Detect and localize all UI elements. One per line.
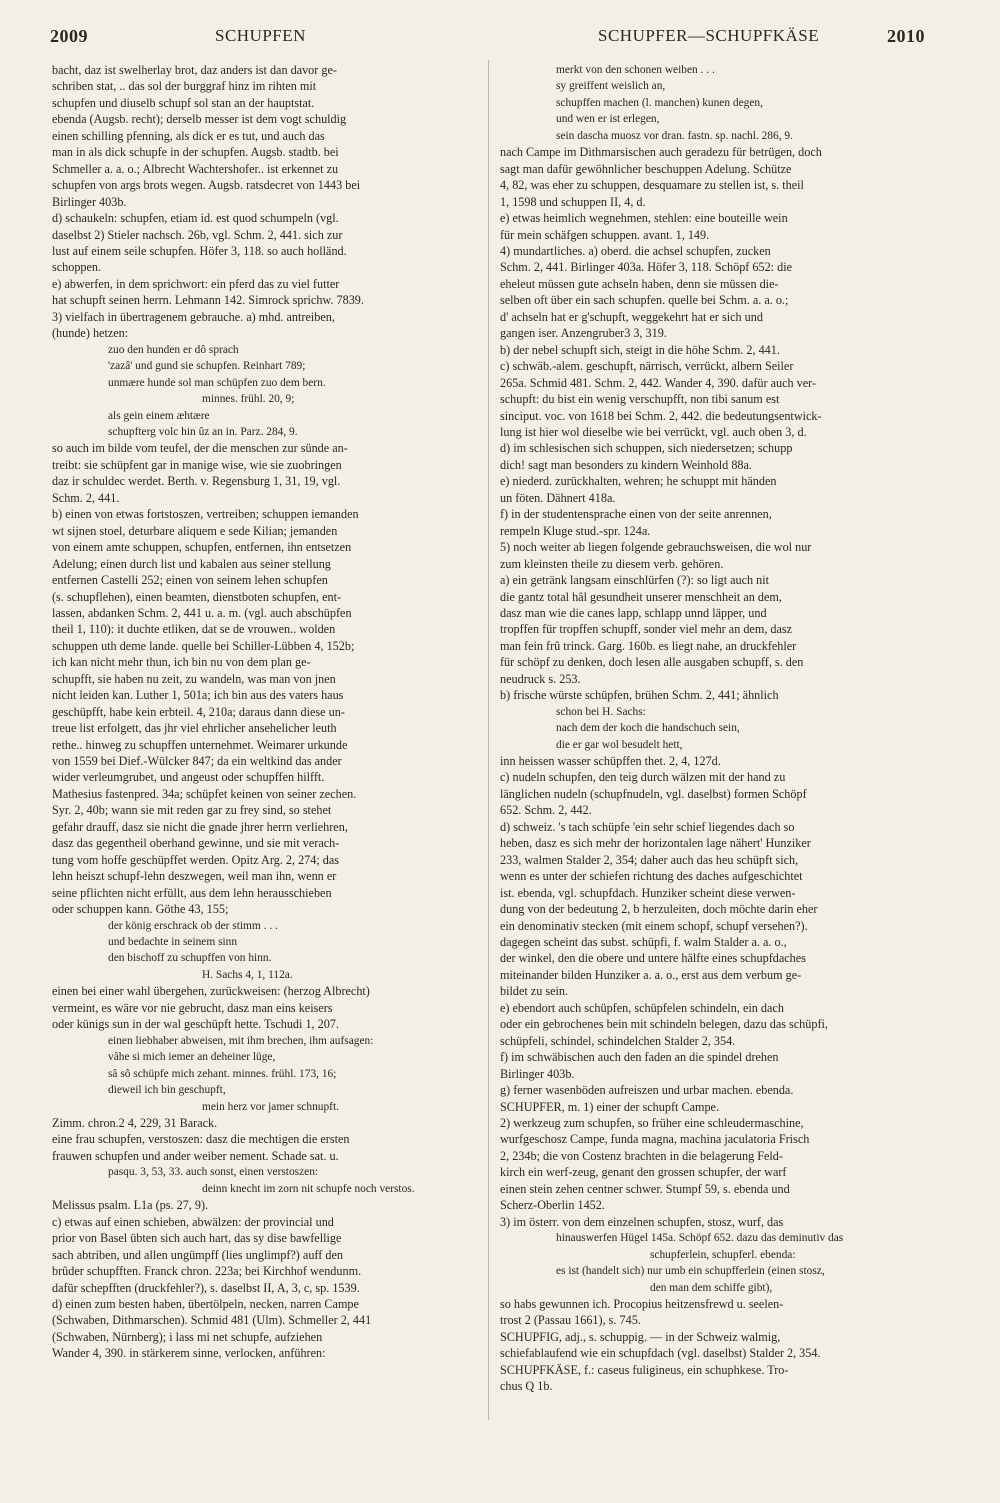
text-line: c) nudeln schupfen, den teig durch wälzen mit der hand zu xyxy=(500,770,786,785)
text-line: schon bei H. Sachs: xyxy=(556,705,646,718)
text-line: c) schwäb.-alem. geschupft, närrisch, verrückt, albern Seiler xyxy=(500,359,794,374)
page-number-left: 2009 xyxy=(50,26,88,46)
text-line: SCHUPFKÄSE, f.: caseus fuligineus, ein schuphkese. Tro- xyxy=(500,1362,789,1377)
text-line: b) der nebel schupft sich, steigt in die höhe Schm. 2, 441. xyxy=(500,342,780,357)
text-line: den man dem schiffe gibt), xyxy=(650,1281,773,1294)
text-line: Melissus psalm. L1a (ps. 27, 9). xyxy=(52,1198,209,1213)
text-line: 3) vielfach in übertragenem gebrauche. a) mhd. antreiben, xyxy=(52,309,335,324)
text-line: Birlinger 403b. xyxy=(52,194,127,209)
text-line: als gein einem æhtære xyxy=(108,409,210,422)
text-line: ist. ebenda, vgl. schupfdach. Hunziker scheint diese verwen- xyxy=(500,885,796,900)
text-line: treue list erfolgett, das jhr viel ehrlicher ansehelicher leuth xyxy=(52,721,337,736)
text-line: eine frau schupfen, verstoszen: dasz die mechtigen die ersten xyxy=(52,1132,350,1147)
text-line: frauwen schupfen und ander weiber nement. Schade sat. u. xyxy=(52,1148,339,1163)
text-line: (s. schupflehen), einen beamten, dienstboten schupfen, ent- xyxy=(52,589,342,604)
text-line: dasz man wie die canes lapp, schlapp unnd läpper, und xyxy=(500,605,767,620)
text-line: schiefablaufend wie ein schupfdach (vgl. daselbst) Stalder 2, 354. xyxy=(500,1346,821,1361)
text-line: e) niederd. zurückhalten, wehren; he schuppt mit händen xyxy=(500,474,777,489)
text-line: gangen iser. Anzengruber3 3, 319. xyxy=(500,326,667,341)
text-line: zuo den hunden er dô sprach xyxy=(108,343,239,356)
text-line: ich kan nicht mehr thun, ich bin nu von dem plan ge- xyxy=(52,655,311,670)
text-line: sâ sô schüpfe mich zehant. minnes. frühl. 173, 16; xyxy=(108,1067,337,1080)
text-line: Schmeller a. a. o.; Albrecht Wachtershofer.. ist erkennet zu xyxy=(52,161,339,176)
text-line: schupffen machen (l. manchen) kunen degen, xyxy=(556,96,763,109)
text-line: inn heissen wasser schüpffen thet. 2, 4, 127d. xyxy=(500,754,721,769)
text-line: schupfterg volc hin ûz an in. Parz. 284, 9. xyxy=(108,425,298,438)
text-line: und wen er ist erlegen, xyxy=(556,113,660,126)
text-line: 4) mundartliches. a) oberd. die achsel schupfen, zucken xyxy=(500,243,771,258)
text-line: länglichen nudeln (schupfnudeln, vgl. daselbst) formen Schöpf xyxy=(500,786,807,801)
text-line: hinauswerfen Hügel 145a. Schöpf 652. dazu das deminutiv das xyxy=(556,1232,844,1245)
text-line: schupfen von args brots wegen. Augsb. ratsdecret von 1443 bei xyxy=(52,178,361,193)
page-header xyxy=(50,26,925,52)
text-line: wider verleumgrubet, und angeust oder schupffen hilfft. xyxy=(52,770,325,785)
text-line: entfernen Castelli 252; einen von seinem lehen schupfen xyxy=(52,573,328,588)
text-line: dich! sagt man besonders zu kindern Weinhold 88a. xyxy=(500,457,752,472)
text-line: wt sijnen stoel, deturbare aliquem e sede Kilian; jemanden xyxy=(52,523,338,538)
text-line: bacht, daz ist swelherlay brot, daz anders ist dan davor ge- xyxy=(52,63,337,77)
text-line: d) einen zum besten haben, übertölpeln, necken, narren Campe xyxy=(52,1296,359,1311)
text-line: daselbst 2) Stieler nachsch. 26b, vgl. Schm. 2, 441. sich zur xyxy=(52,227,343,242)
text-line: dieweil ich bin geschupft, xyxy=(108,1084,226,1097)
text-line: (Schwaben, Dithmarschen). Schmid 481 (Ulm). Schmeller 2, 441 xyxy=(52,1313,372,1328)
text-line: Adelung; einen durch list und kabalen aus seiner stellung xyxy=(52,556,331,571)
text-line: wurfgeschosz Campe, funda magna, machina jaculatoria Frisch xyxy=(500,1132,810,1147)
text-line: schupft: du bist ein wenig verschupfft, non tibi sanum est xyxy=(500,392,780,407)
text-line: minnes. frühl. 20, 9; xyxy=(202,393,295,406)
text-line: f) im schwäbischen auch den faden an die spindel drehen xyxy=(500,1050,779,1065)
text-line: den bischoff zu schupffen von hinn. xyxy=(108,952,272,965)
text-line: vermeint, es wäre vor nie gebrucht, dasz man eins keisers xyxy=(52,1000,333,1015)
text-line: 2) werkzeug zum schupfen, so früher eine schleudermaschine, xyxy=(500,1116,804,1130)
text-line: d) schweiz. 's tach schüpfe 'ein sehr schief liegendes dach so xyxy=(500,819,795,834)
text-line: tropffen für tropffen schupff, sonder viel mehr an dem, dasz xyxy=(500,622,793,637)
text-line: a) ein getränk langsam einschlürfen (?): so ligt auch nit xyxy=(500,573,770,588)
text-line: d) schaukeln: schupfen, etiam id. est quod schumpeln (vgl. xyxy=(52,211,339,226)
text-line: seine pflichten nicht erfüllt, aus dem lehn herausschieben xyxy=(52,885,332,900)
text-line: für schöpf zu denken, doch lesen alle ausgaben schupff, s. den xyxy=(500,655,804,670)
text-line: hat schupft seinen herrn. Lehmann 142. Simrock sprichw. 7839. xyxy=(52,293,364,308)
text-line: lung ist hier wol dieselbe wie bei verrückt, vgl. auch oben 3, d. xyxy=(500,424,807,439)
text-line: (Schwaben, Nürnberg); i lass mi net schupfe, aufziehen xyxy=(52,1329,323,1344)
text-line: miteinander bilden Hunziker a. a. o., erst aus dem verbum ge- xyxy=(500,967,802,982)
text-line: lassen, abdanken Schm. 2, 441 u. a. m. (vgl. auch abschüpfen xyxy=(52,605,352,620)
text-line: dagegen scheint das subst. schüpfi, f. walm Stalder a. a. o., xyxy=(500,935,787,950)
text-line: gefahr drauff, dasz sie nicht die gnade jhrer herrn verliehren, xyxy=(52,819,348,834)
text-line: schriben stat, .. das sol der burggraf hinz im rihten mit xyxy=(52,79,317,94)
text-line: von einem amte schuppen, schupfen, entfernen, ihn entsetzen xyxy=(52,540,352,555)
text-line: 4, 82, was eher zu schuppen, desquamare zu stellen ist, s. theil xyxy=(500,178,804,193)
text-line: der könig erschrack ob der stimm . . . xyxy=(108,919,278,932)
text-line: ein denominativ stecken (mit einem schopf, schupf versehen?). xyxy=(500,918,808,933)
text-line: Syr. 2, 40b; wann sie mit reden gar zu frey sind, so stehet xyxy=(52,803,332,818)
column-divider xyxy=(488,60,489,1420)
text-line: pasqu. 3, 53, 33. auch sonst, einen verstoszen: xyxy=(108,1166,319,1179)
text-line: von 1559 bei Dief.-Wülcker 847; da ein weltkind das ander xyxy=(52,754,342,769)
text-line: tung vom hoffe geschüpffet werden. Opitz Arg. 2, 274; das xyxy=(52,852,340,867)
text-line: sinciput. voc. von 1618 bei Schm. 2, 442. die bedeutungsentwick- xyxy=(500,408,822,423)
text-line: brûder schupfften. Franck chron. 223a; bei Kirchhof wendunm. xyxy=(52,1264,362,1279)
text-line: vâhe si mich iemer an deheiner lüge, xyxy=(108,1051,276,1064)
text-line: geschüpfft, habe kein erbteil. 4, 210a; daraus dann diese un- xyxy=(52,704,345,719)
text-line: theil 1, 110): it duchte etliken, dat se de vrouwen.. wolden xyxy=(52,622,336,637)
text-line: heben, dasz es sich mehr der horizontalen lage nähert' Hunziker xyxy=(500,836,811,851)
text-line: treibt: sie schüpfent gar in manige wise, wie sie zuobringen xyxy=(52,457,342,472)
text-line: oder schuppen kann. Göthe 43, 155; xyxy=(52,902,229,917)
text-line: merkt von den schonen weiben . . . xyxy=(556,64,715,76)
text-line: Mathesius fastenpred. 34a; schüpfet keinen von seiner zechen. xyxy=(52,786,357,801)
text-line: nicht leiden kan. Luther 1, 501a; ich bin aus des vaters haus xyxy=(52,688,344,703)
text-line: wenn es unter der schiefen richtung des daches aufgeschichtet xyxy=(500,869,803,884)
text-line: SCHUPFER, m. 1) einer der schupft Campe. xyxy=(500,1099,720,1114)
text-line: schupfft, sie haben nu zeit, zu wandeln, was man von jnen xyxy=(52,671,336,686)
text-line: (hunde) hetzen: xyxy=(52,326,129,341)
text-line: unmære hunde sol man schüpfen zuo dem bern. xyxy=(108,376,326,389)
text-line: sy greiffent weislich an, xyxy=(556,80,666,93)
text-line: für mein schäfgen schuppen. avant. 1, 149. xyxy=(500,227,710,242)
text-line: d) im schlesischen sich schuppen, sich niedersetzen; schupp xyxy=(500,441,793,456)
text-line: SCHUPFIG, adj., s. schuppig. — in der Schweiz walmig, xyxy=(500,1329,781,1344)
text-line: f) in der studentensprache einen von der seite anrennen, xyxy=(500,507,772,522)
text-line: nach dem der koch die handschuch sein, xyxy=(556,722,740,735)
text-line: b) frische würste schüpfen, brühen Schm. 2, 441; ähnlich xyxy=(500,688,779,703)
text-line: bildet zu sein. xyxy=(500,984,569,999)
text-line: die gantz total hâl gesundheit unserer menschheit an dem, xyxy=(500,589,782,604)
text-line: e) etwas heimlich wegnehmen, stehlen: eine bouteille wein xyxy=(500,211,788,226)
text-line: un föten. Dähnert 418a. xyxy=(500,490,616,505)
text-line: eheleut müssen gute achseln haben, denn sie müssen die- xyxy=(500,276,779,291)
text-line: Wander 4, 390. in stärkerem sinne, verlocken, anführen: xyxy=(52,1346,326,1361)
text-line: dasz das gegentheil oberhand gewinne, und sie mit verach- xyxy=(52,836,340,851)
text-line: einen stein zehen centner schwer. Stumpf 59, s. ebenda und xyxy=(500,1181,790,1196)
text-line: mein herz vor jamer schnupft. xyxy=(202,1100,339,1113)
text-line: c) etwas auf einen schieben, abwälzen: der provincial und xyxy=(52,1214,334,1229)
text-line: oder ein gebrochenes bein mit schindeln belegen, dazu das schüpfi, xyxy=(500,1017,828,1032)
text-line: Scherz-Oberlin 1452. xyxy=(500,1198,605,1213)
right-column xyxy=(500,62,926,1395)
text-line: 3) im österr. von dem einzelnen schupfen, stosz, wurf, das xyxy=(500,1214,784,1229)
text-line: Birlinger 403b. xyxy=(500,1066,575,1081)
left-column xyxy=(52,62,478,1362)
text-line: sagt man dafür gewöhnlicher beschuppen Adelung. Schütze xyxy=(500,161,792,176)
text-line: sein dascha muosz vor dran. fastn. sp. nachl. 286, 9. xyxy=(556,129,793,142)
text-line: selben oft über ein sach schupfen. quelle bei Schm. a. a. o.; xyxy=(500,293,789,308)
text-line: ebenda (Augsb. recht); derselb messer ist dem vogt schuldig xyxy=(52,112,347,127)
text-line: trost 2 (Passau 1661), s. 745. xyxy=(500,1313,641,1328)
text-line: 652. Schm. 2, 442. xyxy=(500,803,592,818)
text-line: 5) noch weiter ab liegen folgende gebrauchsweisen, die wol nur xyxy=(500,540,812,555)
text-line: lust auf einem seile schupfen. Höfer 3, 118. so auch holländ. xyxy=(52,243,347,258)
text-line: rempeln Kluge stud.-spr. 124a. xyxy=(500,523,651,538)
text-line: kirch ein werf-zeug, genant den grossen schupfer, der warf xyxy=(500,1165,787,1180)
text-line: b) einen von etwas fortstoszen, vertreiben; schuppen iemanden xyxy=(52,507,359,522)
text-line: einen liebhaber abweisen, mit ihm brechen, ihm aufsagen: xyxy=(108,1034,374,1047)
text-line: chus Q 1b. xyxy=(500,1379,553,1394)
running-head-left: SCHUPFEN xyxy=(215,26,306,45)
text-line: schoppen. xyxy=(52,260,102,275)
text-line: Schm. 2, 441. Birlinger 403a. Höfer 3, 118. Schöpf 652: die xyxy=(500,260,793,275)
text-line: d' achseln hat er g'schupft, weggekehrt hat er sich und xyxy=(500,309,763,324)
text-line: lehn heiszt schupf-lehn deszwegen, weil man ihn, wenn er xyxy=(52,869,337,884)
text-line: man in als dick schupfe in der schupfen. Augsb. stadtb. bei xyxy=(52,145,339,160)
text-line: die er gar wol besudelt hett, xyxy=(556,738,683,751)
text-line: oder künigs sun in der wal geschüpft hette. Tschudi 1, 207. xyxy=(52,1017,339,1032)
text-line: 233, walmen Stalder 2, 354; daher auch das heu schüpft sich, xyxy=(500,852,799,867)
text-line: e) ebendort auch schüpfen, schüpfelen schindeln, ein dach xyxy=(500,1000,784,1015)
text-line: schüpfeli, schindel, schindelchen Stalder 2, 354. xyxy=(500,1033,736,1048)
text-line: es ist (handelt sich) nur umb ein schupfferlein (einen stosz, xyxy=(556,1265,825,1278)
text-line: rethe.. hinweg zu schupffen unternehmet. Weimarer urkunde xyxy=(52,737,348,752)
text-line: 2, 234b; die von Costenz brachten in die belagerung Feld- xyxy=(500,1148,783,1163)
running-head-right: SCHUPFER—SCHUPFKÄSE xyxy=(598,26,820,45)
text-line: und bedachte in seinem sinn xyxy=(108,936,238,949)
text-line: schupfen und diuselb schupf sol stan an der hauptstat. xyxy=(52,95,315,110)
text-line: 265a. Schmid 481. Schm. 2, 442. Wander 4, 390. dafür auch ver- xyxy=(500,375,817,390)
text-line: dafür schepfften (druckfehler?), s. daselbst II, A, 3, c, sp. 1539. xyxy=(52,1280,360,1295)
text-line: der winkel, den die obere und untere hälfte eines schupfdaches xyxy=(500,951,806,966)
text-line: dung von der bedeutung 2, b herzuleiten, doch möchte darin eher xyxy=(500,902,818,917)
text-line: nach Campe im Dithmarsischen auch geradezu für betrügen, doch xyxy=(500,145,822,160)
text-line: man fein frû trinck. Garg. 160b. es liegt nahe, an druckfehler xyxy=(500,638,797,653)
text-line: neudruck s. 253. xyxy=(500,671,581,686)
page-number-right: 2010 xyxy=(887,26,925,46)
text-line: einen bei einer wahl übergehen, zurückweisen: (herzog Albrecht) xyxy=(52,984,370,999)
text-line: H. Sachs 4, 1, 112a. xyxy=(202,968,293,981)
text-line: schupferlein, schupferl. ebenda: xyxy=(650,1248,796,1261)
text-line: g) ferner wasenböden aufreiszen und urbar machen. ebenda. xyxy=(500,1083,794,1098)
text-line: deinn knecht im zorn nit schupfe noch verstos. xyxy=(202,1182,415,1195)
text-line: e) abwerfen, in dem sprichwort: ein pferd das zu viel futter xyxy=(52,276,340,291)
text-line: sach abtriben, und allen ungümpff (lies unglimpf?) auff den xyxy=(52,1247,343,1262)
text-line: Schm. 2, 441. xyxy=(52,490,120,505)
text-line: daz ir schuldec werdet. Berth. v. Regensburg 1, 31, 19, vgl. xyxy=(52,474,341,489)
text-line: 'zazâ' und gund sie schupfen. Reinhart 789; xyxy=(108,360,306,373)
text-line: prior von Basel übten sich auch hart, das sy dise bawfellige xyxy=(52,1231,342,1246)
text-line: so auch im bilde vom teufel, der die menschen zur sünde an- xyxy=(52,441,348,456)
text-line: zum kleinsten theile zu diesem verb. gehören. xyxy=(500,556,724,571)
text-line: einen schilling pfenning, als dick er es tut, und auch das xyxy=(52,128,325,143)
text-line: Zimm. chron.2 4, 229, 31 Barack. xyxy=(52,1116,218,1130)
text-line: 1, 1598 und schuppen II, 4, d. xyxy=(500,194,646,209)
text-line: so habs gewunnen ich. Procopius heitzensfrewd u. seelen- xyxy=(500,1296,784,1311)
text-line: schuppen uth deme lande. quelle bei Schiller-Lübben 4, 152b; xyxy=(52,638,355,653)
